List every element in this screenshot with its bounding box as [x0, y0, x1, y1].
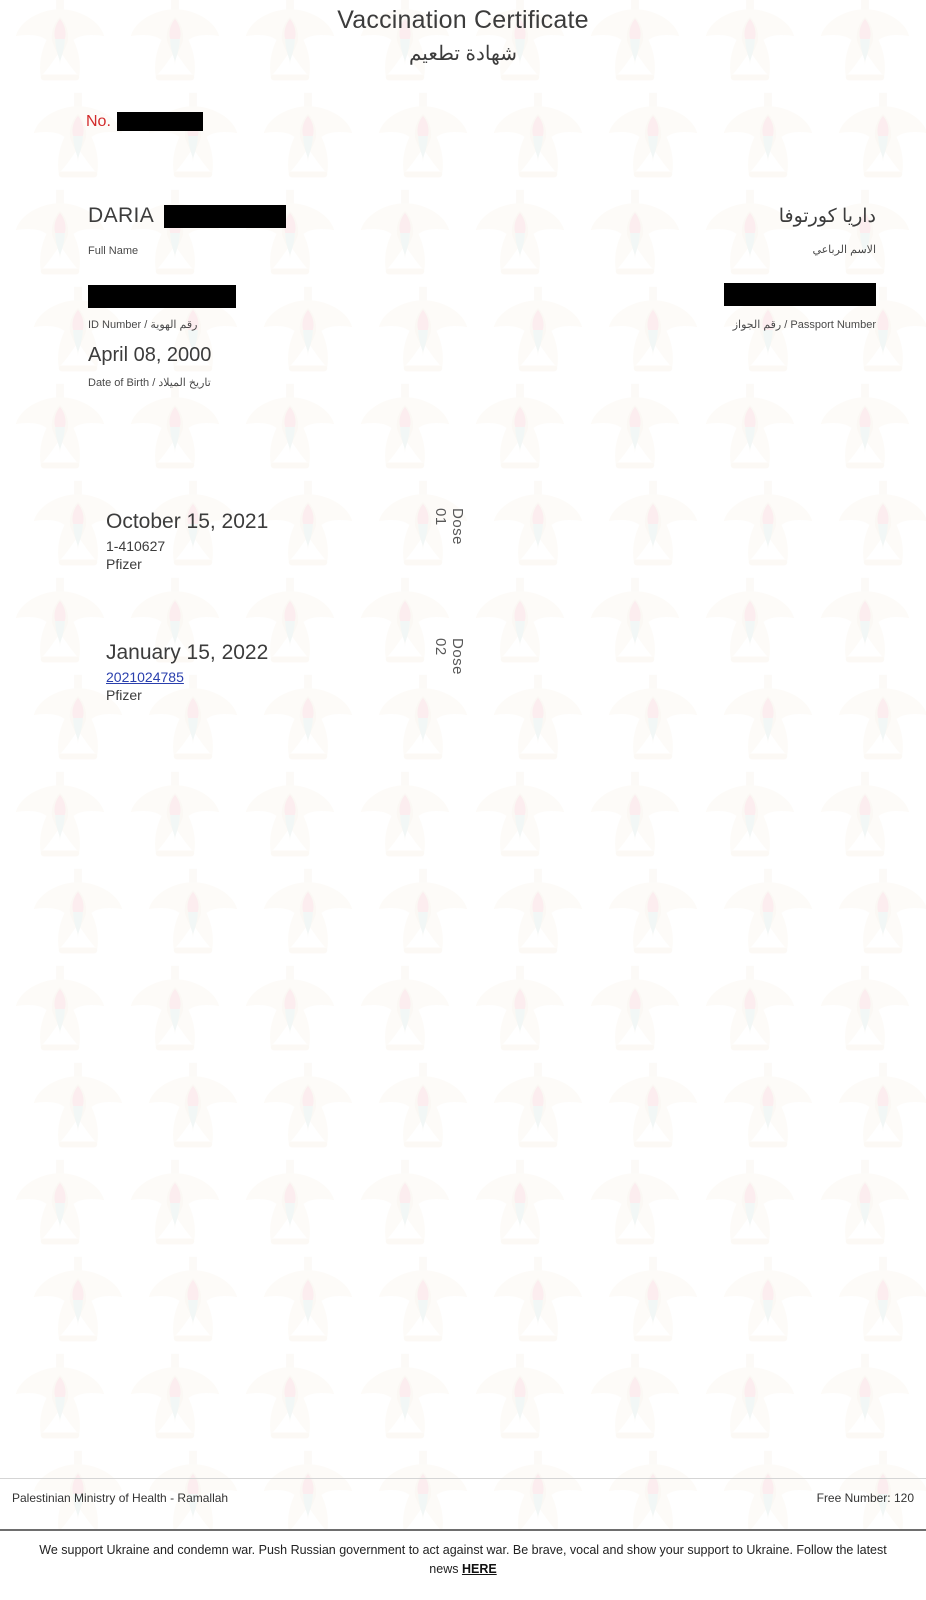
eagle-watermark-icon	[127, 186, 223, 282]
page-title-arabic: شهادة تطعيم	[409, 43, 517, 65]
eagle-watermark-icon	[587, 962, 683, 1058]
eagle-watermark-icon	[702, 186, 798, 282]
eagle-watermark-icon	[357, 1350, 453, 1446]
eagle-watermark-icon	[145, 1059, 241, 1155]
eagle-watermark-icon	[817, 186, 913, 282]
dose-02-code	[106, 669, 268, 685]
eagle-watermark-icon	[702, 962, 798, 1058]
eagle-watermark-icon	[817, 768, 913, 864]
eagle-watermark-icon	[702, 574, 798, 670]
eagle-watermark-icon	[12, 574, 108, 670]
passport-number-caption: رقم الجواز / Passport Number	[732, 319, 876, 331]
dose-01-block	[106, 510, 268, 572]
banner-here-link[interactable]: HERE	[461, 1562, 497, 1576]
eagle-watermark-icon	[357, 768, 453, 864]
full-name-row	[88, 204, 286, 228]
eagle-watermark-icon	[127, 768, 223, 864]
dose-01-code: 1-410627	[106, 538, 166, 554]
eagle-watermark-icon	[587, 186, 683, 282]
eagle-watermark-icon	[30, 1447, 126, 1530]
eagle-watermark-icon	[260, 1253, 356, 1349]
full-name-value: DARIA	[88, 204, 155, 227]
eagle-watermark-icon	[30, 865, 126, 961]
banner-line-2	[0, 1560, 926, 1579]
eagle-watermark-icon	[145, 865, 241, 961]
eagle-watermark-icon	[260, 865, 356, 961]
dose-02-block	[106, 641, 268, 703]
eagle-watermark-icon	[817, 1350, 913, 1446]
eagle-watermark-icon	[375, 671, 471, 767]
eagle-watermark-icon	[720, 1447, 816, 1530]
eagle-watermark-icon	[472, 768, 568, 864]
dose-01-date: October 15, 2021	[106, 510, 269, 533]
eagle-watermark-icon	[605, 89, 701, 185]
date-of-birth-caption: Date of Birth / تاريخ الميلاد	[88, 377, 211, 389]
eagle-watermark-icon	[835, 1253, 926, 1349]
eagle-watermark-icon	[587, 380, 683, 476]
eagle-watermark-icon	[127, 1350, 223, 1446]
eagle-watermark-icon	[605, 1253, 701, 1349]
eagle-watermark-icon	[127, 962, 223, 1058]
eagle-watermark-icon	[490, 1059, 586, 1155]
banner-line-1: We support Ukraine and condemn war. Push Russian government to act against war. Be brave, vocal and show your support to Ukraine. Follow the latest	[39, 1543, 887, 1557]
eagle-watermark-icon	[260, 283, 356, 379]
eagle-watermark-icon	[605, 671, 701, 767]
dose-01-vaccine: Pfizer	[106, 556, 142, 572]
eagle-watermark-icon	[242, 186, 338, 282]
eagle-watermark-icon	[260, 477, 356, 573]
eagle-watermark-icon	[472, 574, 568, 670]
eagle-watermark-icon	[720, 1253, 816, 1349]
footer-issuer: Palestinian Ministry of Health - Ramallah	[12, 1491, 229, 1505]
full-name-redaction	[164, 205, 286, 228]
eagle-watermark-icon	[12, 768, 108, 864]
eagle-watermark-icon	[490, 89, 586, 185]
dose-02-code-link[interactable]: 2021024785	[106, 669, 184, 685]
eagle-watermark-icon	[817, 380, 913, 476]
eagle-watermark-icon	[375, 865, 471, 961]
eagle-watermark-icon	[605, 1447, 701, 1530]
eagle-watermark-icon	[145, 89, 241, 185]
eagle-watermark-icon	[490, 1253, 586, 1349]
eagle-watermark-icon	[472, 1156, 568, 1252]
eagle-watermark-icon	[835, 671, 926, 767]
footer-divider	[0, 1478, 926, 1479]
eagle-watermark-icon	[605, 1059, 701, 1155]
eagle-watermark-icon	[357, 186, 453, 282]
eagle-watermark-icon	[260, 671, 356, 767]
id-number-caption: ID Number / رقم الهوية	[88, 319, 198, 331]
eagle-watermark-icon	[835, 89, 926, 185]
full-name-arabic-value: داريا كورتوفا	[778, 206, 876, 227]
eagle-watermark-icon	[587, 1350, 683, 1446]
eagle-watermark-icon	[702, 380, 798, 476]
certificate-number-label: No.	[86, 112, 111, 130]
eagle-watermark-icon	[127, 1156, 223, 1252]
ukraine-support-banner	[0, 1529, 926, 1600]
eagle-watermark-icon	[12, 186, 108, 282]
eagle-watermark-icon	[12, 1156, 108, 1252]
banner-line-2-prefix: news	[429, 1562, 462, 1576]
eagle-watermark-icon	[357, 1156, 453, 1252]
eagle-watermark-icon	[242, 1350, 338, 1446]
eagle-watermark-icon	[587, 1156, 683, 1252]
eagle-watermark-icon	[242, 1156, 338, 1252]
eagle-watermark-icon	[145, 1253, 241, 1349]
eagle-watermark-icon	[490, 671, 586, 767]
eagle-watermark-icon	[720, 89, 816, 185]
eagle-watermark-icon	[702, 768, 798, 864]
title-block	[0, 0, 926, 66]
eagle-watermark-icon	[702, 1156, 798, 1252]
eagle-watermark-icon	[490, 283, 586, 379]
dose-01-label: Dose 01	[432, 508, 466, 546]
eagle-watermark-icon	[242, 962, 338, 1058]
eagle-watermark-icon	[12, 962, 108, 1058]
eagle-watermark-icon	[605, 865, 701, 961]
eagle-watermark-icon	[835, 477, 926, 573]
eagle-watermark-icon	[720, 1059, 816, 1155]
page-title: Vaccination Certificate	[337, 6, 589, 34]
eagle-watermark-icon	[375, 89, 471, 185]
eagle-watermark-icon	[260, 89, 356, 185]
full-name-caption: Full Name	[88, 245, 139, 257]
eagle-watermark-icon	[375, 1059, 471, 1155]
eagle-watermark-icon	[242, 768, 338, 864]
id-number-redaction	[88, 285, 236, 308]
date-of-birth-value: April 08, 2000	[88, 344, 212, 366]
eagle-watermark-icon	[12, 1350, 108, 1446]
eagle-watermark-icon	[30, 1059, 126, 1155]
eagle-watermark-icon	[720, 477, 816, 573]
eagle-watermark-icon	[242, 380, 338, 476]
eagle-watermark-icon	[30, 89, 126, 185]
dose-02-label: Dose 02	[432, 638, 466, 676]
eagle-watermark-icon	[472, 962, 568, 1058]
eagle-watermark-icon	[145, 1447, 241, 1530]
eagle-watermark-icon	[127, 380, 223, 476]
eagle-watermark-icon	[260, 1059, 356, 1155]
eagle-watermark-icon	[835, 1059, 926, 1155]
eagle-watermark-icon	[587, 768, 683, 864]
certificate-number-redaction	[117, 112, 203, 131]
eagle-watermark-icon	[490, 477, 586, 573]
eagle-watermark-icon	[12, 380, 108, 476]
eagle-watermark-icon	[357, 962, 453, 1058]
passport-number-redaction	[724, 283, 876, 306]
eagle-watermark-icon	[357, 380, 453, 476]
eagle-watermark-icon	[375, 283, 471, 379]
full-name-arabic-caption: الاسم الرباعي	[812, 244, 876, 256]
eagle-watermark-icon	[605, 477, 701, 573]
eagle-watermark-icon	[817, 1156, 913, 1252]
eagle-watermark-icon	[720, 671, 816, 767]
eagle-watermark-icon	[30, 1253, 126, 1349]
eagle-watermark-icon	[720, 865, 816, 961]
eagle-watermark-icon	[472, 380, 568, 476]
eagle-watermark-icon	[490, 865, 586, 961]
eagle-watermark-icon	[587, 574, 683, 670]
eagle-watermark-icon	[472, 186, 568, 282]
certificate-number-row	[86, 112, 203, 131]
eagle-watermark-icon	[490, 1447, 586, 1530]
dose-02-date: January 15, 2022	[106, 641, 269, 664]
eagle-watermark-icon	[817, 962, 913, 1058]
eagle-watermark-icon	[260, 1447, 356, 1530]
dose-02-vaccine: Pfizer	[106, 687, 142, 703]
footer-free-number: Free Number: 120	[816, 1491, 914, 1505]
eagle-watermark-icon	[375, 1253, 471, 1349]
eagle-watermark-icon	[817, 574, 913, 670]
eagle-watermark-icon	[472, 1350, 568, 1446]
eagle-watermark-icon	[375, 1447, 471, 1530]
eagle-watermark-icon	[605, 283, 701, 379]
eagle-watermark-icon	[835, 1447, 926, 1530]
eagle-watermark-icon	[835, 865, 926, 961]
eagle-watermark-icon	[702, 1350, 798, 1446]
